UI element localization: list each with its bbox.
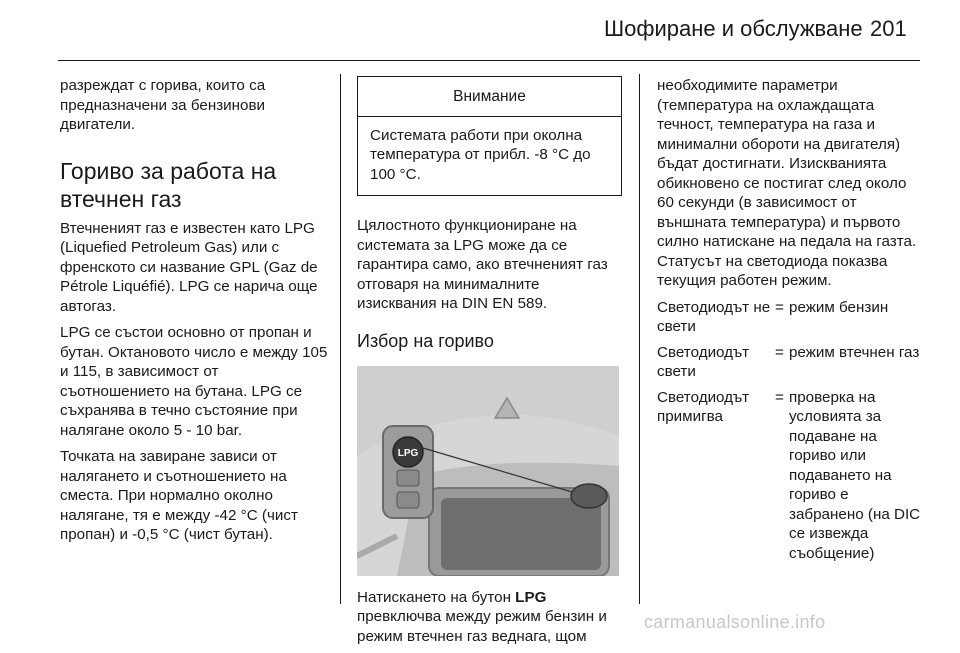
section-title: Гориво за работа на втечнен газ: [60, 157, 277, 212]
notice-title: Внимание: [358, 77, 621, 117]
intro-paragraph: разреждат с горива, които са предназначени за бензинови двигатели.: [60, 77, 266, 133]
notice-box: [357, 76, 622, 196]
status-row-flashing: Светодиодът примигва = проверка на условията за подаване на гориво или подаването на гориво е забранено (на DIC се извежда съобщение): [657, 388, 921, 562]
header-title: Шофиране и обслужване: [604, 16, 863, 41]
caption-bold-lpg: LPG: [515, 588, 547, 606]
column-2: [357, 76, 622, 653]
subheading-fuel-selection: Избор на гориво: [357, 330, 494, 351]
watermark: carmanualsonline.info: [644, 612, 826, 632]
paragraph-lpg-definition: Втечненият газ е известен като LPG (Liquefied Petroleum Gas) или с френското си название GPL (Gaz de Pétrole Liquéfié). LPG се нарича още автогаз.: [60, 219, 318, 315]
header-divider: [58, 60, 920, 61]
status-row-off: Светодиодът не свети = режим бензин: [657, 298, 889, 335]
figure-lpg-label: LPG: [397, 447, 419, 459]
notice-text: Системата работи при околна температура от прибл. -8 °C до 100 °C.: [370, 126, 591, 183]
dashboard-illustration: [357, 366, 619, 576]
paragraph-lpg-composition: LPG се състои основно от пропан и бутан. Октановото число е между 105 и 115, в зависимост от съотношението на бутана. LPG се съхранява в течно състояние при налягане около 5 - 10 bar.: [60, 324, 328, 439]
paragraph-parameters: необходимите параметри (температура на охлаждащата течност, температура на газа и минимални обороти на двигателя) бъдат достигнати. Изискванията обикновено се постигат след около 60 секунди (в зависимост от външната температура) и първото силно натискане на педала на газта. Статусът на светодиода показва текущия работен режим.: [657, 77, 917, 289]
secondary-button-icon: [397, 470, 419, 486]
status-row-on: Светодиодът свети = режим втечнен газ: [657, 343, 920, 380]
led-status-table: [657, 298, 925, 564]
column-divider-2: [639, 74, 640, 604]
column-3: [657, 76, 925, 569]
lock-button-icon: [397, 492, 419, 508]
column-1: [60, 76, 328, 552]
paragraph-boiling-point: Точката на завиране зависи от налягането и съотношението на сместа. При нормално околно налягане, тя е между -42 °C (чист пропан) и -0,5 °C (чист бутан).: [60, 448, 298, 543]
figure-lpg-button: [357, 366, 619, 576]
figure-caption: Натискането на бутон LPG превключва между режим бензин и режим втечнен газ веднага, щом: [357, 588, 607, 645]
paragraph-din-requirement: Цялостното функциониране на системата за LPG може да се гарантира само, ако втечненият газ отговаря на минималните изисквания на DIN EN 589.: [357, 217, 608, 312]
column-divider-1: [340, 74, 341, 604]
page-number: 201: [870, 16, 907, 41]
